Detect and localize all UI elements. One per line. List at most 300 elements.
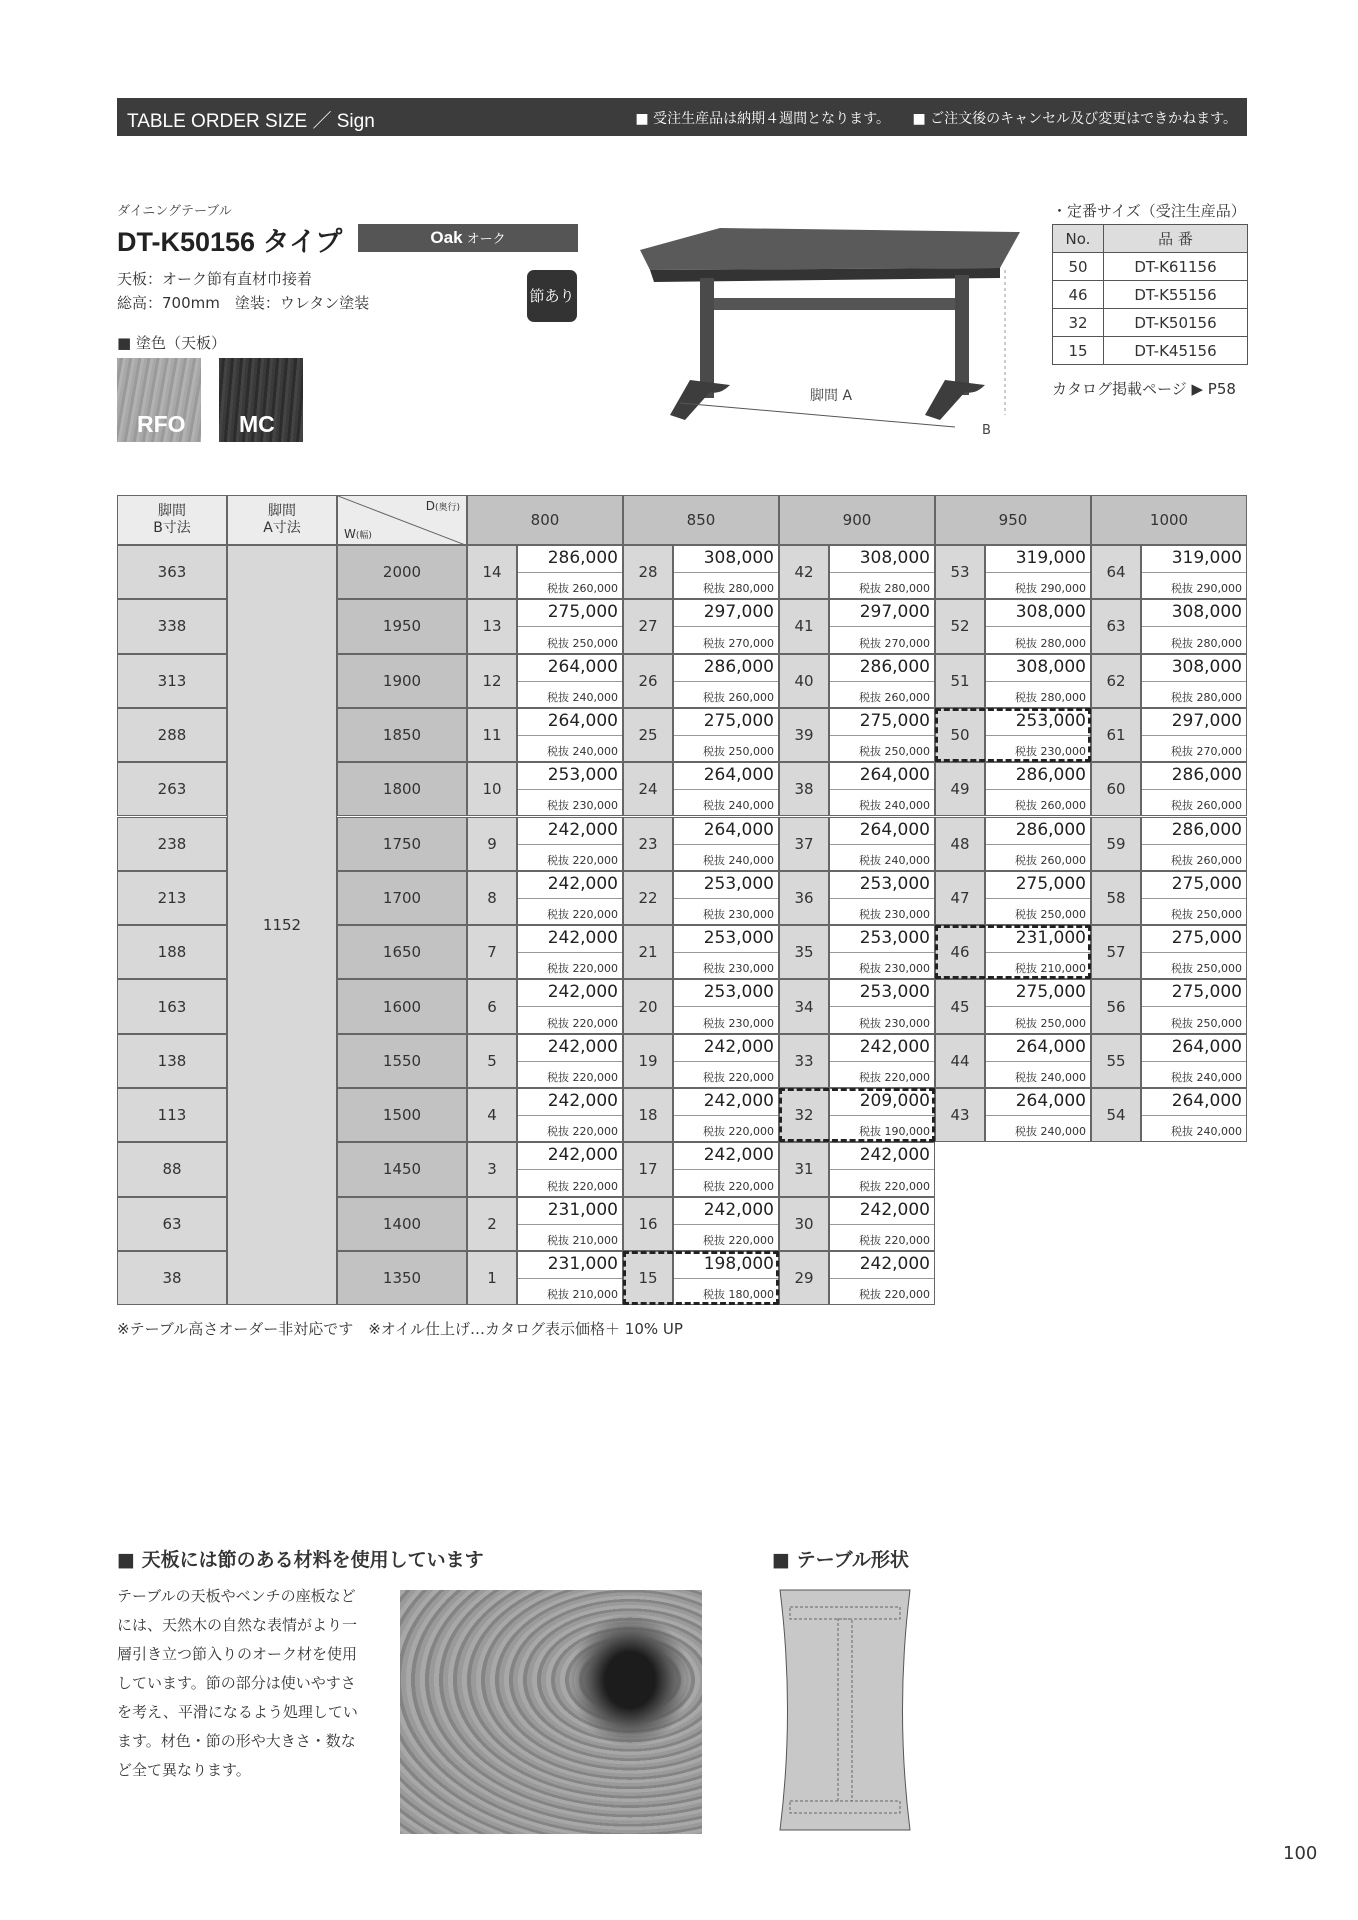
price-cell <box>1141 1088 1247 1142</box>
leg-left <box>700 278 714 398</box>
item-number <box>935 871 985 925</box>
swatch-mc <box>219 358 303 442</box>
price-divider <box>518 844 622 845</box>
standard-sizes-table <box>1052 224 1248 365</box>
item-no: 63 <box>1106 617 1126 636</box>
header-title: TABLE ORDER SIZE ／ Sign <box>127 111 375 132</box>
header-leg-b <box>117 495 227 545</box>
item-no: 23 <box>638 834 658 853</box>
header-label: 脚間 <box>158 503 186 519</box>
price-divider <box>518 952 622 953</box>
price-cell <box>985 599 1091 653</box>
item-no: 41 <box>794 617 814 636</box>
item-no: 47 <box>950 888 970 907</box>
price-excl-tax: 税抜 230,000 <box>859 1016 930 1030</box>
price-divider <box>674 681 778 682</box>
price-excl-tax: 税抜 240,000 <box>1171 1070 1242 1084</box>
price-cell <box>1141 925 1247 979</box>
price-incl-tax: 275,000 <box>703 710 774 731</box>
price-incl-tax: 242,000 <box>547 1145 618 1166</box>
item-number <box>935 1088 985 1142</box>
item-number <box>467 1088 517 1142</box>
price-divider <box>674 898 778 899</box>
row-no: 32 <box>1053 309 1104 337</box>
delivery-note: ■ 受注生産品は納期４週間となります。 <box>635 111 890 127</box>
price-cell <box>1141 979 1247 1033</box>
price-cell <box>985 762 1091 816</box>
item-no: 2 <box>487 1214 497 1233</box>
item-number <box>779 654 829 708</box>
item-no: 20 <box>638 997 658 1016</box>
price-excl-tax: 税抜 240,000 <box>859 799 930 813</box>
item-number <box>779 925 829 979</box>
price-incl-tax: 253,000 <box>859 928 930 949</box>
item-no: 49 <box>950 780 970 799</box>
header-d-w <box>337 495 467 545</box>
item-number <box>779 1034 829 1088</box>
item-no: 53 <box>950 563 970 582</box>
item-number <box>467 1251 517 1305</box>
price-excl-tax: 税抜 290,000 <box>1015 582 1086 596</box>
item-number <box>623 871 673 925</box>
price-incl-tax: 253,000 <box>859 873 930 894</box>
price-divider <box>986 1061 1090 1062</box>
table-row <box>1053 337 1248 365</box>
price-divider <box>830 952 934 953</box>
w-value: 2000 <box>382 563 422 582</box>
b-value: 188 <box>157 943 187 962</box>
price-divider <box>830 898 934 899</box>
item-no: 62 <box>1106 671 1126 690</box>
price-cell <box>829 979 935 1033</box>
standard-sizes-title: ・定番サイズ（受注生産品） <box>1052 202 1246 220</box>
material-badge <box>358 224 578 252</box>
shape-outline <box>780 1590 910 1830</box>
price-excl-tax: 税抜 230,000 <box>703 908 774 922</box>
price-excl-tax: 税抜 220,000 <box>703 1179 774 1193</box>
price-incl-tax: 253,000 <box>547 765 618 786</box>
b-value: 213 <box>157 888 187 907</box>
price-excl-tax: 税抜 220,000 <box>703 1125 774 1139</box>
price-cell <box>1141 708 1247 762</box>
price-divider <box>1142 1061 1246 1062</box>
leg-b-cell <box>117 708 227 762</box>
item-number <box>623 1088 673 1142</box>
table-header-row <box>1053 225 1248 253</box>
price-incl-tax: 242,000 <box>547 982 618 1003</box>
price-incl-tax: 253,000 <box>1015 710 1086 731</box>
price-incl-tax: 264,000 <box>703 819 774 840</box>
price-incl-tax: 275,000 <box>1171 928 1242 949</box>
leg-b-cell <box>117 1034 227 1088</box>
price-excl-tax: 税抜 240,000 <box>703 853 774 867</box>
price-divider <box>1142 1006 1246 1007</box>
price-excl-tax: 税抜 230,000 <box>859 962 930 976</box>
price-incl-tax: 264,000 <box>1015 1036 1086 1057</box>
price-excl-tax: 税抜 250,000 <box>859 745 930 759</box>
price-incl-tax: 308,000 <box>703 548 774 568</box>
item-number <box>467 1142 517 1196</box>
item-no: 51 <box>950 671 970 690</box>
price-incl-tax: 242,000 <box>703 1036 774 1057</box>
w-value: 1500 <box>382 1106 422 1125</box>
price-divider <box>830 844 934 845</box>
price-cell <box>673 708 779 762</box>
price-incl-tax: 286,000 <box>1171 765 1242 786</box>
price-incl-tax: 242,000 <box>547 1091 618 1111</box>
price-cell <box>1141 599 1247 653</box>
price-divider <box>518 572 622 573</box>
item-no: 15 <box>638 1269 658 1288</box>
item-no: 27 <box>638 617 658 636</box>
price-divider <box>986 844 1090 845</box>
leg-b-cell <box>117 1142 227 1196</box>
price-divider <box>518 1115 622 1116</box>
price-cell <box>829 1197 935 1251</box>
width-cell <box>337 1142 467 1196</box>
width-cell <box>337 1034 467 1088</box>
price-cell <box>673 599 779 653</box>
b-value: 38 <box>162 1269 182 1288</box>
price-excl-tax: 税抜 280,000 <box>859 582 930 596</box>
price-cell <box>673 817 779 871</box>
price-incl-tax: 308,000 <box>1171 656 1242 677</box>
item-number <box>779 817 829 871</box>
item-no: 12 <box>482 671 502 690</box>
cancel-note: ■ ご注文後のキャンセル及び変更はできかねます。 <box>912 111 1237 127</box>
item-no: 13 <box>482 617 502 636</box>
price-cell <box>673 871 779 925</box>
width-cell <box>337 654 467 708</box>
price-divider <box>674 1224 778 1225</box>
price-incl-tax: 253,000 <box>703 982 774 1003</box>
price-incl-tax: 242,000 <box>859 1199 930 1220</box>
table-illustration <box>630 220 1030 440</box>
b-value: 313 <box>157 671 187 690</box>
item-no: 14 <box>482 563 502 582</box>
leg-b-cell <box>117 1251 227 1305</box>
spec-height: 総高：700mm 塗装：ウレタン塗装 <box>117 294 370 312</box>
width-cell <box>337 817 467 871</box>
price-cell <box>673 979 779 1033</box>
item-no: 9 <box>487 834 497 853</box>
price-incl-tax: 242,000 <box>547 873 618 894</box>
price-excl-tax: 税抜 220,000 <box>547 962 618 976</box>
price-incl-tax: 242,000 <box>547 928 618 949</box>
price-incl-tax: 297,000 <box>1171 710 1242 731</box>
item-number <box>1091 654 1141 708</box>
price-cell <box>829 708 935 762</box>
price-cell <box>1141 762 1247 816</box>
depth-header <box>1091 495 1247 545</box>
row-no: 46 <box>1053 281 1104 309</box>
price-cell <box>985 654 1091 708</box>
price-cell <box>517 1197 623 1251</box>
item-no: 37 <box>794 834 814 853</box>
w-value: 1350 <box>382 1269 422 1288</box>
price-excl-tax: 税抜 250,000 <box>1171 908 1242 922</box>
item-no: 28 <box>638 563 658 582</box>
price-incl-tax: 286,000 <box>1015 819 1086 840</box>
label-w-sub: (幅) <box>355 531 372 541</box>
price-incl-tax: 297,000 <box>859 602 930 623</box>
depth-label: 850 <box>686 511 716 529</box>
item-number <box>935 762 985 816</box>
price-divider <box>518 1169 622 1170</box>
price-divider <box>674 735 778 736</box>
text-line: 層引き立つ節入りのオーク材を使用 <box>117 1645 358 1663</box>
price-incl-tax: 264,000 <box>547 710 618 731</box>
price-excl-tax: 税抜 270,000 <box>703 636 774 650</box>
swatch-label: MC <box>239 411 275 437</box>
price-cell <box>673 654 779 708</box>
price-incl-tax: 308,000 <box>1015 602 1086 623</box>
price-cell <box>829 925 935 979</box>
price-cell <box>517 1034 623 1088</box>
item-no: 56 <box>1106 997 1126 1016</box>
price-divider <box>986 1006 1090 1007</box>
price-incl-tax: 253,000 <box>703 928 774 949</box>
price-excl-tax: 税抜 230,000 <box>703 1016 774 1030</box>
item-no: 3 <box>487 1160 497 1179</box>
leg-b-cell <box>117 925 227 979</box>
depth-header <box>779 495 935 545</box>
price-divider <box>830 681 934 682</box>
text-line: テーブルの天板やベンチの座板など <box>117 1587 356 1605</box>
item-number <box>935 817 985 871</box>
item-no: 5 <box>487 1051 497 1070</box>
price-incl-tax: 286,000 <box>547 548 618 568</box>
price-incl-tax: 286,000 <box>1015 765 1086 786</box>
item-number <box>467 925 517 979</box>
w-value: 1450 <box>382 1160 422 1179</box>
price-excl-tax: 税抜 240,000 <box>547 690 618 704</box>
item-number <box>623 762 673 816</box>
foot-right <box>925 380 985 420</box>
item-no: 54 <box>1106 1106 1126 1125</box>
price-excl-tax: 税抜 280,000 <box>1171 690 1242 704</box>
price-incl-tax: 253,000 <box>859 982 930 1003</box>
item-number <box>623 817 673 871</box>
item-number <box>467 762 517 816</box>
price-incl-tax: 319,000 <box>1015 548 1086 568</box>
price-excl-tax: 税抜 210,000 <box>547 1288 618 1302</box>
b-value: 263 <box>157 780 187 799</box>
price-divider <box>518 789 622 790</box>
price-excl-tax: 税抜 280,000 <box>703 582 774 596</box>
item-no: 57 <box>1106 943 1126 962</box>
price-excl-tax: 税抜 230,000 <box>547 799 618 813</box>
price-excl-tax: 税抜 220,000 <box>547 908 618 922</box>
price-excl-tax: 税抜 230,000 <box>703 962 774 976</box>
a-value: 1152 <box>262 916 302 935</box>
item-number <box>467 545 517 599</box>
price-excl-tax: 税抜 220,000 <box>547 1070 618 1084</box>
price-divider <box>518 1061 622 1062</box>
b-value: 363 <box>157 563 187 582</box>
knot-section-title: ■ 天板には節のある材料を使用しています <box>117 1549 484 1571</box>
price-divider <box>830 1224 934 1225</box>
item-number <box>1091 1088 1141 1142</box>
price-incl-tax: 275,000 <box>1171 982 1242 1003</box>
price-divider <box>830 735 934 736</box>
item-number <box>779 545 829 599</box>
depth-header <box>935 495 1091 545</box>
item-number <box>623 979 673 1033</box>
price-cell <box>517 545 623 599</box>
color-label: ■ 塗色（天板） <box>117 334 226 352</box>
price-incl-tax: 242,000 <box>859 1253 930 1274</box>
price-cell <box>985 817 1091 871</box>
price-incl-tax: 264,000 <box>703 765 774 786</box>
price-excl-tax: 税抜 250,000 <box>1015 908 1086 922</box>
item-no: 43 <box>950 1106 970 1125</box>
price-incl-tax: 242,000 <box>703 1145 774 1166</box>
price-excl-tax: 税抜 280,000 <box>1171 636 1242 650</box>
price-cell <box>829 1142 935 1196</box>
item-number <box>1091 871 1141 925</box>
width-cell <box>337 599 467 653</box>
text-line: を考え、平滑になるよう処理してい <box>117 1703 358 1721</box>
item-number <box>467 1197 517 1251</box>
item-no: 61 <box>1106 726 1126 745</box>
price-excl-tax: 税抜 270,000 <box>1171 745 1242 759</box>
price-excl-tax: 税抜 250,000 <box>1171 962 1242 976</box>
row-item: DT-K61156 <box>1104 253 1248 281</box>
table-row <box>1053 253 1248 281</box>
b-value: 163 <box>157 997 187 1016</box>
width-cell <box>337 762 467 816</box>
price-cell <box>829 1034 935 1088</box>
price-cell <box>673 1197 779 1251</box>
item-number <box>1091 708 1141 762</box>
b-value: 338 <box>157 617 187 636</box>
price-incl-tax: 264,000 <box>1015 1091 1086 1111</box>
price-incl-tax: 242,000 <box>859 1145 930 1166</box>
item-no: 30 <box>794 1214 814 1233</box>
item-no: 48 <box>950 834 970 853</box>
material-name-jp: オーク <box>466 231 506 246</box>
price-incl-tax: 264,000 <box>859 765 930 786</box>
item-no: 46 <box>950 943 970 962</box>
price-cell <box>1141 817 1247 871</box>
item-number <box>623 654 673 708</box>
label-w: W <box>344 527 356 541</box>
stretcher <box>714 298 955 310</box>
price-incl-tax: 198,000 <box>703 1253 774 1274</box>
depth-label: 1000 <box>1149 511 1189 529</box>
material-name: Oak <box>430 228 463 247</box>
price-divider <box>518 735 622 736</box>
price-excl-tax: 税抜 220,000 <box>859 1233 930 1247</box>
table-shape-diagram <box>770 1585 920 1835</box>
depth-header <box>467 495 623 545</box>
price-divider <box>830 1278 934 1279</box>
item-number <box>467 817 517 871</box>
shape-section-title: ■ テーブル形状 <box>772 1549 909 1571</box>
price-incl-tax: 231,000 <box>547 1253 618 1274</box>
price-excl-tax: 税抜 290,000 <box>1171 582 1242 596</box>
price-excl-tax: 税抜 220,000 <box>859 1070 930 1084</box>
standard-size-highlight <box>935 925 1091 979</box>
item-no: 26 <box>638 671 658 690</box>
price-divider <box>674 789 778 790</box>
item-number <box>623 599 673 653</box>
width-cell <box>337 979 467 1033</box>
item-number <box>467 599 517 653</box>
label-d: D <box>425 499 435 513</box>
price-divider <box>674 572 778 573</box>
item-number <box>467 1034 517 1088</box>
price-divider <box>830 789 934 790</box>
item-number <box>779 871 829 925</box>
price-incl-tax: 242,000 <box>547 1036 618 1057</box>
b-value: 288 <box>157 726 187 745</box>
price-incl-tax: 275,000 <box>859 710 930 731</box>
price-cell <box>517 654 623 708</box>
header-label: A寸法 <box>263 520 301 536</box>
w-value: 1850 <box>382 726 422 745</box>
price-cell <box>829 1251 935 1305</box>
price-cell <box>829 654 935 708</box>
item-number <box>1091 925 1141 979</box>
price-divider <box>830 626 934 627</box>
item-number <box>623 1142 673 1196</box>
item-number <box>623 925 673 979</box>
item-number <box>779 762 829 816</box>
item-no: 8 <box>487 888 497 907</box>
width-cell <box>337 1088 467 1142</box>
item-no: 42 <box>794 563 814 582</box>
price-excl-tax: 税抜 190,000 <box>859 1125 930 1139</box>
width-cell <box>337 1251 467 1305</box>
price-excl-tax: 税抜 240,000 <box>703 799 774 813</box>
price-cell <box>673 545 779 599</box>
knot-wood-photo <box>400 1590 702 1834</box>
item-no: 38 <box>794 780 814 799</box>
leg-b-cell <box>117 762 227 816</box>
price-incl-tax: 286,000 <box>859 656 930 677</box>
product-category: ダイニングテーブル <box>117 204 232 219</box>
item-no: 36 <box>794 888 814 907</box>
price-excl-tax: 税抜 240,000 <box>859 853 930 867</box>
item-no: 16 <box>638 1214 658 1233</box>
item-no: 44 <box>950 1051 970 1070</box>
knot-badge: 節あり <box>527 270 577 322</box>
price-incl-tax: 264,000 <box>1171 1091 1242 1111</box>
price-excl-tax: 税抜 230,000 <box>1015 745 1086 759</box>
price-cell <box>829 545 935 599</box>
price-divider <box>830 572 934 573</box>
item-number <box>467 871 517 925</box>
depth-label: 900 <box>842 511 872 529</box>
item-no: 11 <box>482 726 502 745</box>
w-value: 1700 <box>382 888 422 907</box>
item-number <box>779 979 829 1033</box>
leg-b-cell <box>117 599 227 653</box>
price-cell <box>517 762 623 816</box>
price-excl-tax: 税抜 260,000 <box>1171 853 1242 867</box>
price-cell <box>1141 1034 1247 1088</box>
leg-b-cell <box>117 545 227 599</box>
price-excl-tax: 税抜 220,000 <box>703 1233 774 1247</box>
item-no: 45 <box>950 997 970 1016</box>
item-number <box>935 599 985 653</box>
price-incl-tax: 242,000 <box>547 819 618 840</box>
price-excl-tax: 税抜 250,000 <box>703 745 774 759</box>
price-grid <box>117 495 1247 1305</box>
price-cell <box>673 1034 779 1088</box>
